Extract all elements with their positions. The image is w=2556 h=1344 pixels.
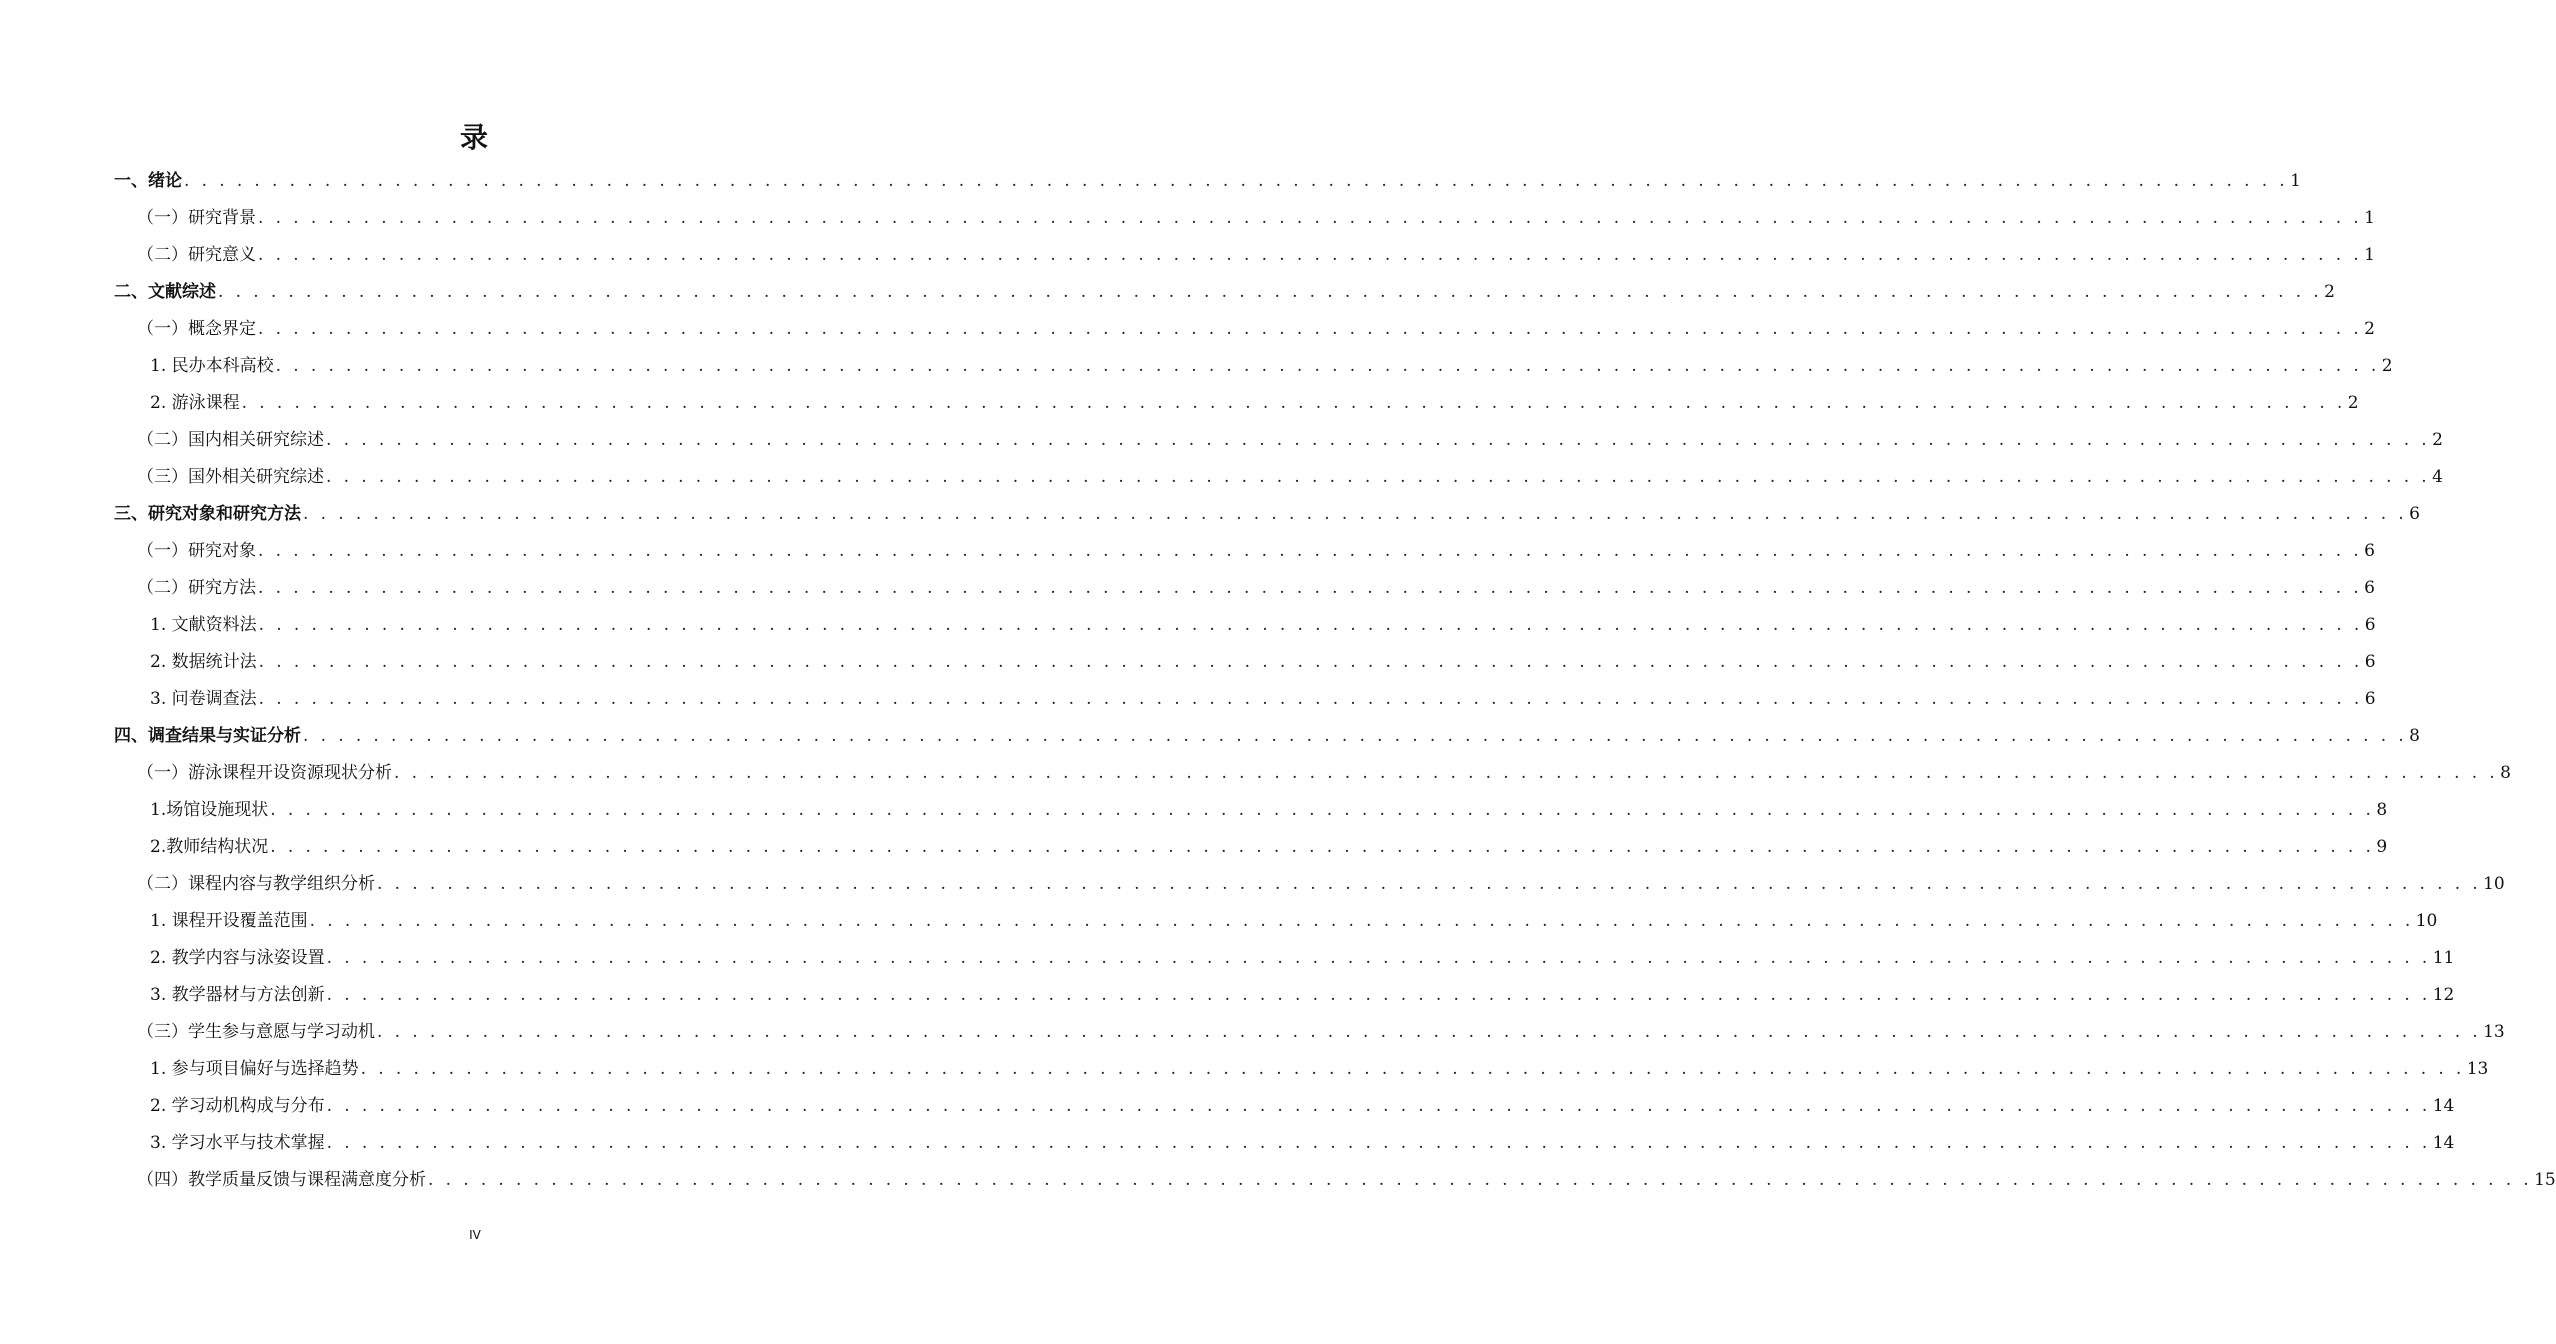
toc-entry[interactable] [150, 791, 2388, 821]
toc-leader-dots: . . . . . . . . . . . . . . . . . . . . . . . . . . . . . . . . . . . . . . . . . . . . . . . . . . . . . . . . . . . . . . . . . . . . . . . . . . . . . . . . . . . . . . . . . . . . . . . . . . . . . . . . . . . . . . . . . . . . . . . . [258, 652, 2363, 672]
toc-entry-page: 11 [2432, 948, 2455, 968]
toc-leader-dots: . . . . . . . . . . . . . . . . . . . . . . . . . . . . . . . . . . . . . . . . . . . . . . . . . . . . . . . . . . . . . . . . . . . . . . . . . . . . . . . . . . . . . . . . . . . . . . . . . . . . . . . . . . . . . . . . . . . . . . . . [326, 430, 2431, 450]
toc-leader-dots: . . . . . . . . . . . . . . . . . . . . . . . . . . . . . . . . . . . . . . . . . . . . . . . . . . . . . . . . . . . . . . . . . . . . . . . . . . . . . . . . . . . . . . . . . . . . . . . . . . . . . . . . . . . . . . . . . . . . . . . . [270, 837, 2375, 857]
toc-entry-label: 1. 课程开设覆盖范围 [150, 911, 308, 931]
toc-entry-page: 4 [2432, 467, 2443, 487]
toc-entry[interactable] [137, 532, 2375, 562]
page-title: 录 [459, 121, 490, 154]
toc-entry-page: 6 [2409, 504, 2420, 524]
toc-entry-label: 2. 学习动机构成与分布 [150, 1096, 325, 1116]
toc-entry-page: 10 [2415, 911, 2438, 931]
toc-entry[interactable] [150, 939, 2455, 969]
toc-leader-dots: . . . . . . . . . . . . . . . . . . . . . . . . . . . . . . . . . . . . . . . . . . . . . . . . . . . . . . . . . . . . . . . . . . . . . . . . . . . . . . . . . . . . . . . . . . . . . . . . . . . . . . . . . . . . . . . . . . . . . . . . [258, 689, 2363, 709]
toc-entry[interactable] [114, 162, 2301, 192]
toc-entry-page: 6 [2364, 541, 2375, 561]
toc-leader-dots: . . . . . . . . . . . . . . . . . . . . . . . . . . . . . . . . . . . . . . . . . . . . . . . . . . . . . . . . . . . . . . . . . . . . . . . . . . . . . . . . . . . . . . . . . . . . . . . . . . . . . . . . . . . . . . . . . . . . . . . . [275, 356, 2380, 376]
toc-leader-dots: . . . . . . . . . . . . . . . . . . . . . . . . . . . . . . . . . . . . . . . . . . . . . . . . . . . . . . . . . . . . . . . . . . . . . . . . . . . . . . . . . . . . . . . . . . . . . . . . . . . . . . . . . . . . . . . . . . . . . . . . [258, 541, 2363, 561]
toc-leader-dots: . . . . . . . . . . . . . . . . . . . . . . . . . . . . . . . . . . . . . . . . . . . . . . . . . . . . . . . . . . . . . . . . . . . . . . . . . . . . . . . . . . . . . . . . . . . . . . . . . . . . . . . . . . . . . . . . . . . . . . . . [326, 1096, 2431, 1116]
toc-entry-label: 1.场馆设施现状 [150, 800, 269, 820]
toc-entry-label: 3. 学习水平与技术掌握 [150, 1133, 325, 1153]
toc-entry-label: 1. 民办本科高校 [150, 356, 274, 376]
toc-leader-dots: . . . . . . . . . . . . . . . . . . . . . . . . . . . . . . . . . . . . . . . . . . . . . . . . . . . . . . . . . . . . . . . . . . . . . . . . . . . . . . . . . . . . . . . . . . . . . . . . . . . . . . . . . . . . . . . . . . . . . . . . [326, 1133, 2431, 1153]
toc-leader-dots: . . . . . . . . . . . . . . . . . . . . . . . . . . . . . . . . . . . . . . . . . . . . . . . . . . . . . . . . . . . . . . . . . . . . . . . . . . . . . . . . . . . . . . . . . . . . . . . . . . . . . . . . . . . . . . . . . . . . . . . . [184, 171, 2289, 191]
toc-entry[interactable] [137, 199, 2375, 229]
toc-entry-page: 8 [2376, 800, 2388, 820]
toc-leader-dots: . . . . . . . . . . . . . . . . . . . . . . . . . . . . . . . . . . . . . . . . . . . . . . . . . . . . . . . . . . . . . . . . . . . . . . . . . . . . . . . . . . . . . . . . . . . . . . . . . . . . . . . . . . . . . . . . . . . . . . . . [258, 245, 2363, 265]
toc-leader-dots: . . . . . . . . . . . . . . . . . . . . . . . . . . . . . . . . . . . . . . . . . . . . . . . . . . . . . . . . . . . . . . . . . . . . . . . . . . . . . . . . . . . . . . . . . . . . . . . . . . . . . . . . . . . . . . . . . . . . . . . . [377, 1022, 2482, 1042]
toc-entry[interactable] [137, 865, 2505, 895]
toc-leader-dots: . . . . . . . . . . . . . . . . . . . . . . . . . . . . . . . . . . . . . . . . . . . . . . . . . . . . . . . . . . . . . . . . . . . . . . . . . . . . . . . . . . . . . . . . . . . . . . . . . . . . . . . . . . . . . . . . . . . . . . . . [394, 763, 2499, 783]
toc-entry[interactable] [150, 1087, 2455, 1117]
toc-entry[interactable] [114, 717, 2420, 747]
toc-entry-label: 三、研究对象和研究方法 [114, 504, 301, 524]
toc-entry-page: 10 [2483, 874, 2505, 894]
toc-entry[interactable] [150, 643, 2376, 673]
toc-entry-page: 14 [2432, 1096, 2455, 1116]
toc-entry-page: 2 [2347, 393, 2359, 413]
toc-entry-label: （一）概念界定 [137, 319, 256, 339]
toc-entry-label: （二）课程内容与教学组织分析 [137, 874, 375, 894]
toc-entry-label: 1. 文献资料法 [150, 615, 257, 635]
toc-leader-dots: . . . . . . . . . . . . . . . . . . . . . . . . . . . . . . . . . . . . . . . . . . . . . . . . . . . . . . . . . . . . . . . . . . . . . . . . . . . . . . . . . . . . . . . . . . . . . . . . . . . . . . . . . . . . . . . . . . . . . . . . [326, 985, 2431, 1005]
toc-entry-label: （三）学生参与意愿与学习动机 [137, 1022, 375, 1042]
toc-entry-label: 2. 游泳课程 [150, 393, 240, 413]
toc-entry-page: 6 [2364, 652, 2376, 672]
toc-entry-label: （二）研究意义 [137, 245, 256, 265]
toc-entry-label: （一）研究背景 [137, 208, 256, 228]
toc-entry[interactable] [137, 1161, 2556, 1191]
toc-entry-label: 2. 数据统计法 [150, 652, 257, 672]
toc-leader-dots: . . . . . . . . . . . . . . . . . . . . . . . . . . . . . . . . . . . . . . . . . . . . . . . . . . . . . . . . . . . . . . . . . . . . . . . . . . . . . . . . . . . . . . . . . . . . . . . . . . . . . . . . . . . . . . . . . . . . . . . . [258, 615, 2363, 635]
toc-entry-label: （二）国内相关研究综述 [137, 430, 324, 450]
toc-entry[interactable] [150, 976, 2455, 1006]
toc-entry[interactable] [137, 421, 2443, 451]
toc-entry[interactable] [150, 606, 2376, 636]
toc-entry-page: 6 [2364, 578, 2375, 598]
toc-entry-label: （二）研究方法 [137, 578, 256, 598]
toc-entry-label: 2.教师结构状况 [150, 837, 269, 857]
toc-entry[interactable] [137, 1013, 2505, 1043]
toc-entry-label: 3. 教学器材与方法创新 [150, 985, 325, 1005]
toc-entry-page: 2 [2364, 319, 2375, 339]
toc-leader-dots: . . . . . . . . . . . . . . . . . . . . . . . . . . . . . . . . . . . . . . . . . . . . . . . . . . . . . . . . . . . . . . . . . . . . . . . . . . . . . . . . . . . . . . . . . . . . . . . . . . . . . . . . . . . . . . . . . . . . . . . . [360, 1059, 2465, 1079]
toc-leader-dots: . . . . . . . . . . . . . . . . . . . . . . . . . . . . . . . . . . . . . . . . . . . . . . . . . . . . . . . . . . . . . . . . . . . . . . . . . . . . . . . . . . . . . . . . . . . . . . . . . . . . . . . . . . . . . . . . . . . . . . . . [218, 282, 2323, 302]
toc-leader-dots: . . . . . . . . . . . . . . . . . . . . . . . . . . . . . . . . . . . . . . . . . . . . . . . . . . . . . . . . . . . . . . . . . . . . . . . . . . . . . . . . . . . . . . . . . . . . . . . . . . . . . . . . . . . . . . . . . . . . . . . . [258, 578, 2363, 598]
toc-leader-dots: . . . . . . . . . . . . . . . . . . . . . . . . . . . . . . . . . . . . . . . . . . . . . . . . . . . . . . . . . . . . . . . . . . . . . . . . . . . . . . . . . . . . . . . . . . . . . . . . . . . . . . . . . . . . . . . . . . . . . . . . [258, 208, 2363, 228]
toc-leader-dots: . . . . . . . . . . . . . . . . . . . . . . . . . . . . . . . . . . . . . . . . . . . . . . . . . . . . . . . . . . . . . . . . . . . . . . . . . . . . . . . . . . . . . . . . . . . . . . . . . . . . . . . . . . . . . . . . . . . . . . . . [270, 800, 2375, 820]
toc-entry-page: 9 [2376, 837, 2388, 857]
toc-entry-page: 1 [2290, 171, 2301, 191]
toc-entry-page: 13 [2466, 1059, 2489, 1079]
toc-entry-page: 1 [2364, 208, 2375, 228]
toc-entry[interactable] [114, 495, 2420, 525]
toc-entry-page: 6 [2364, 689, 2376, 709]
toc-entry[interactable] [150, 828, 2388, 858]
toc-entry-page: 14 [2432, 1133, 2455, 1153]
toc-entry-label: 四、调查结果与实证分析 [114, 726, 301, 746]
toc-entry[interactable] [150, 902, 2438, 932]
toc-entry-page: 2 [2324, 282, 2335, 302]
toc-entry[interactable] [150, 1050, 2489, 1080]
toc-entry-label: 二、文献综述 [114, 282, 216, 302]
toc-leader-dots: . . . . . . . . . . . . . . . . . . . . . . . . . . . . . . . . . . . . . . . . . . . . . . . . . . . . . . . . . . . . . . . . . . . . . . . . . . . . . . . . . . . . . . . . . . . . . . . . . . . . . . . . . . . . . . . . . . . . . . . . [377, 874, 2482, 894]
toc-leader-dots: . . . . . . . . . . . . . . . . . . . . . . . . . . . . . . . . . . . . . . . . . . . . . . . . . . . . . . . . . . . . . . . . . . . . . . . . . . . . . . . . . . . . . . . . . . . . . . . . . . . . . . . . . . . . . . . . . . . . . . . . [241, 393, 2346, 413]
toc-leader-dots: . . . . . . . . . . . . . . . . . . . . . . . . . . . . . . . . . . . . . . . . . . . . . . . . . . . . . . . . . . . . . . . . . . . . . . . . . . . . . . . . . . . . . . . . . . . . . . . . . . . . . . . . . . . . . . . . . . . . . . . . [303, 504, 2408, 524]
toc-leader-dots: . . . . . . . . . . . . . . . . . . . . . . . . . . . . . . . . . . . . . . . . . . . . . . . . . . . . . . . . . . . . . . . . . . . . . . . . . . . . . . . . . . . . . . . . . . . . . . . . . . . . . . . . . . . . . . . . . . . . . . . . [303, 726, 2408, 746]
toc-entry-label: 2. 教学内容与泳姿设置 [150, 948, 325, 968]
toc-entry-label: （一）游泳课程开设资源现状分析 [137, 763, 392, 783]
toc-entry-label: （三）国外相关研究综述 [137, 467, 324, 487]
toc-entry-page: 2 [2432, 430, 2443, 450]
toc-entry-label: （四）教学质量反馈与课程满意度分析 [137, 1170, 426, 1190]
page-number: IV [469, 1228, 481, 1242]
toc-entry-label: 3. 问卷调查法 [150, 689, 257, 709]
toc-entry-page: 15 [2534, 1170, 2556, 1190]
toc-entry[interactable] [114, 273, 2335, 303]
toc-leader-dots: . . . . . . . . . . . . . . . . . . . . . . . . . . . . . . . . . . . . . . . . . . . . . . . . . . . . . . . . . . . . . . . . . . . . . . . . . . . . . . . . . . . . . . . . . . . . . . . . . . . . . . . . . . . . . . . . . . . . . . . . [309, 911, 2414, 931]
toc-entry[interactable] [150, 347, 2393, 377]
toc-leader-dots: . . . . . . . . . . . . . . . . . . . . . . . . . . . . . . . . . . . . . . . . . . . . . . . . . . . . . . . . . . . . . . . . . . . . . . . . . . . . . . . . . . . . . . . . . . . . . . . . . . . . . . . . . . . . . . . . . . . . . . . . [326, 948, 2431, 968]
toc-entry[interactable] [150, 680, 2376, 710]
toc-entry-page: 8 [2409, 726, 2420, 746]
toc-leader-dots: . . . . . . . . . . . . . . . . . . . . . . . . . . . . . . . . . . . . . . . . . . . . . . . . . . . . . . . . . . . . . . . . . . . . . . . . . . . . . . . . . . . . . . . . . . . . . . . . . . . . . . . . . . . . . . . . . . . . . . . . [258, 319, 2363, 339]
toc-entry-label: （一）研究对象 [137, 541, 256, 561]
toc-entry[interactable] [150, 1124, 2455, 1154]
toc-entry-label: 1. 参与项目偏好与选择趋势 [150, 1059, 359, 1079]
toc-leader-dots: . . . . . . . . . . . . . . . . . . . . . . . . . . . . . . . . . . . . . . . . . . . . . . . . . . . . . . . . . . . . . . . . . . . . . . . . . . . . . . . . . . . . . . . . . . . . . . . . . . . . . . . . . . . . . . . . . . . . . . . . [326, 467, 2431, 487]
toc-entry[interactable] [137, 458, 2443, 488]
toc-entry-page: 6 [2364, 615, 2376, 635]
toc-entry-page: 1 [2364, 245, 2375, 265]
toc-entry-page: 12 [2432, 985, 2455, 1005]
toc-entry[interactable] [137, 754, 2511, 784]
toc-entry[interactable] [137, 569, 2375, 599]
toc-entry[interactable] [137, 236, 2375, 266]
toc-entry-page: 2 [2381, 356, 2393, 376]
toc-entry[interactable] [150, 384, 2359, 414]
toc-leader-dots: . . . . . . . . . . . . . . . . . . . . . . . . . . . . . . . . . . . . . . . . . . . . . . . . . . . . . . . . . . . . . . . . . . . . . . . . . . . . . . . . . . . . . . . . . . . . . . . . . . . . . . . . . . . . . . . . . . . . . . . . [428, 1170, 2533, 1190]
toc-entry-page: 8 [2500, 763, 2511, 783]
toc-entry[interactable] [137, 310, 2375, 340]
toc-entry-page: 13 [2483, 1022, 2505, 1042]
toc-entry-label: 一、绪论 [114, 171, 182, 191]
